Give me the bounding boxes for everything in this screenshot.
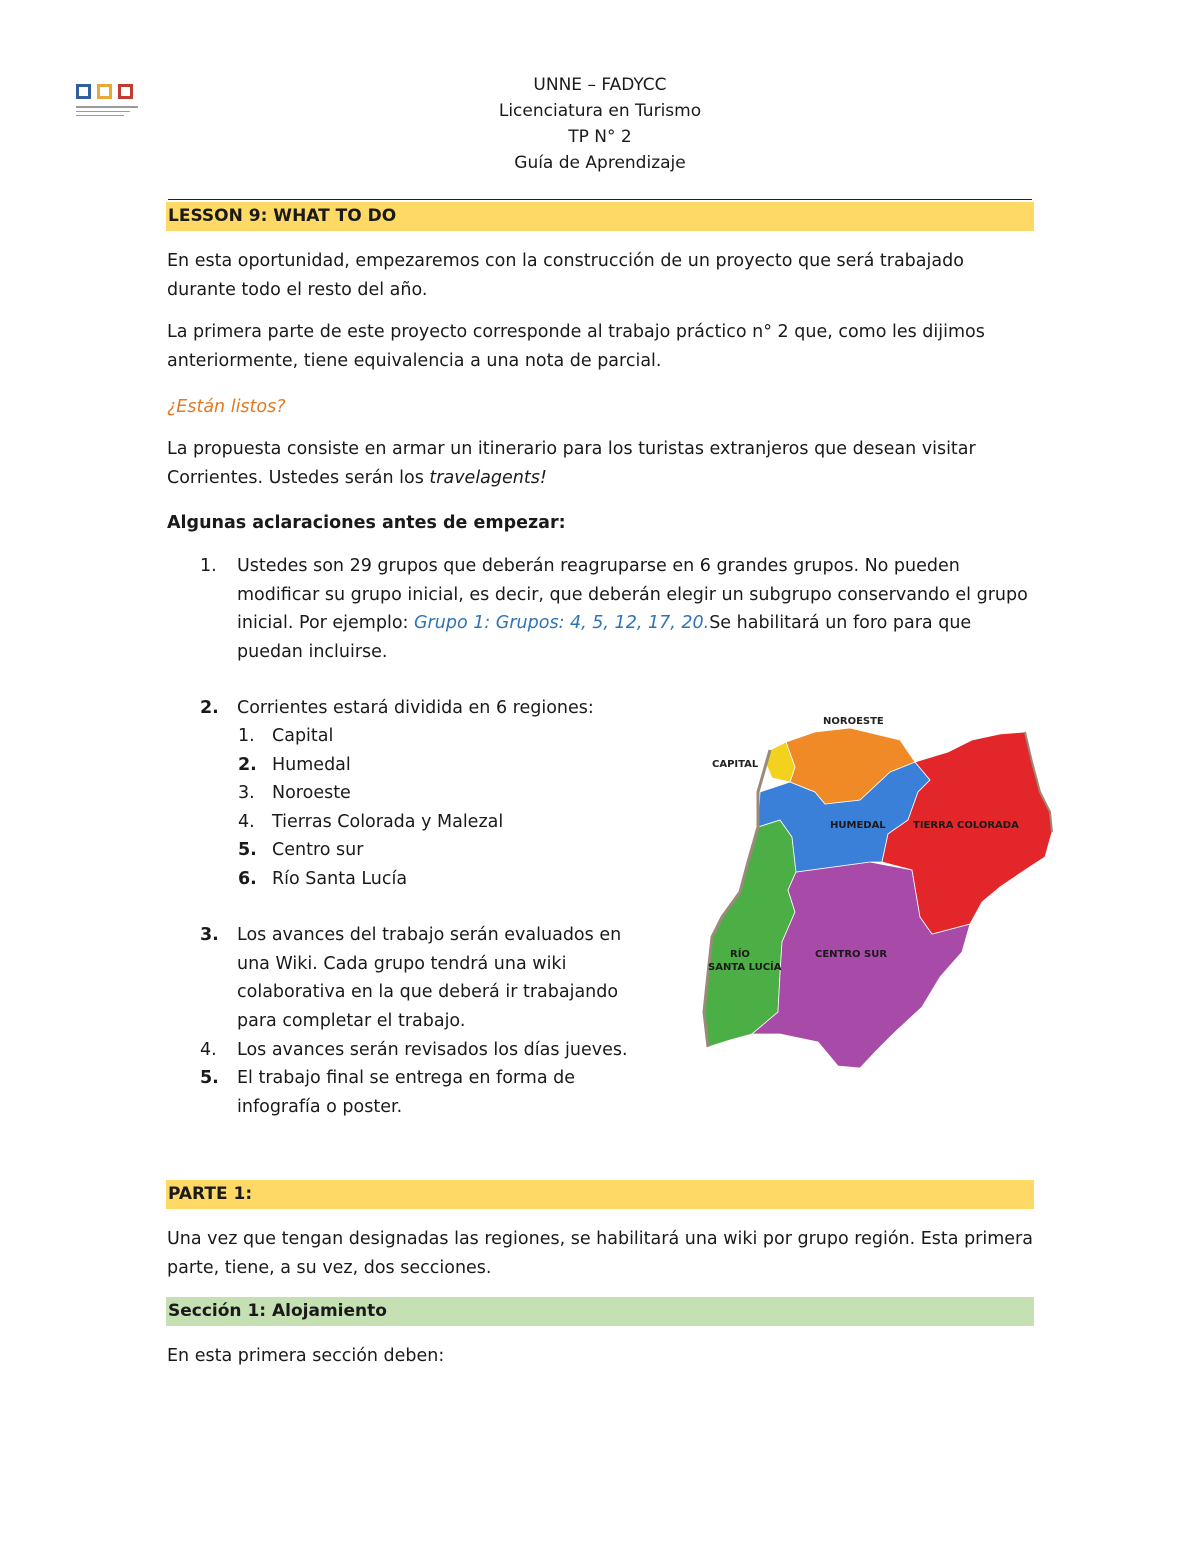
list-item-3: Los avances del trabajo serán evaluados en una Wiki. Cada grupo tendrá una wiki colaborativa en la que deberá ir trabajando para completar el trabajo. [237, 925, 622, 1031]
region-item-number: 6. [238, 868, 257, 889]
region-item-number: 2. [238, 754, 257, 775]
section-1-heading: Sección 1: Alojamiento [166, 1297, 1034, 1326]
region-item: Centro sur [272, 840, 364, 860]
list-item-3-number: 3. [200, 925, 219, 945]
list-item-5-number: 5. [200, 1068, 219, 1088]
parte-1-paragraph: Una vez que tengan designadas las regiones, se habilitará una wiki por grupo región. Esta primera parte, tiene, a su vez, dos secciones. [167, 1229, 1033, 1278]
region-item: Tierras Colorada y Malezal [272, 811, 504, 832]
header-line-3: TP N° 2 [568, 127, 632, 147]
region-item-number: 4. [238, 811, 255, 832]
list-item-2: Corrientes estará dividida en 6 regiones: [237, 698, 594, 718]
list-item-1-number: 1. [200, 556, 217, 576]
corrientes-regions-map [700, 712, 1066, 1072]
region-item-number: 1. [238, 726, 255, 746]
list-item-4: Los avances serán revisados los días jueves. [237, 1040, 628, 1060]
list-item-4-number: 4. [200, 1040, 217, 1060]
map-label-tierra-colorada: TIERRA COLORADA [913, 820, 1019, 831]
question-ready: ¿Están listos? [167, 397, 286, 417]
header-line-4: Guía de Aprendizaje [514, 153, 686, 173]
lesson-heading: LESSON 9: WHAT TO DO [166, 202, 1034, 231]
clarifications-title: Algunas aclaraciones antes de empezar: [167, 513, 566, 533]
list-item-2-number: 2. [200, 698, 219, 718]
proposal-paragraph: La propuesta consiste en armar un itinerario para los turistas extranjeros que desean visitar Corrientes. Ustedes serán los travelagents! [167, 439, 976, 488]
section-1-intro: En esta primera sección deben: [167, 1346, 445, 1366]
map-label-rio: RÍO [730, 949, 750, 960]
region-item: Humedal [272, 754, 351, 775]
header-divider [168, 199, 1032, 200]
document-header [0, 72, 1200, 176]
region-item: Capital [272, 726, 334, 746]
list-item-1: Ustedes son 29 grupos que deberán reagruparse en 6 grandes grupos. No pueden modificar su grupo inicial, es decir, que deberán elegir un subgrupo conservando el grupo inicial. Por ejemplo: Grupo 1: Grupos: 4, 5, 12, 17, 20.Se habilitará un foro para que puedan incluirse. [237, 556, 1028, 662]
map-label-humedal: HUMEDAL [830, 820, 886, 831]
map-label-santa-lucia: SANTA LUCÍA [708, 962, 782, 973]
intro-paragraph-1: En esta oportunidad, empezaremos con la construcción de un proyecto que será trabajado durante todo el resto del año. [167, 251, 964, 300]
map-label-capital: CAPITAL [712, 759, 759, 770]
region-item: Noroeste [272, 783, 351, 803]
region-item-number: 5. [238, 840, 257, 860]
header-line-2: Licenciatura en Turismo [498, 101, 702, 121]
parte-1-heading: PARTE 1: [166, 1180, 1034, 1209]
region-item: Río Santa Lucía [272, 868, 408, 889]
map-label-centro-sur: CENTRO SUR [815, 949, 888, 960]
map-label-noroeste: NOROESTE [823, 716, 884, 727]
list-item-5: El trabajo final se entrega en forma de infografía o poster. [237, 1068, 576, 1117]
header-line-1: UNNE – FADYCC [533, 75, 667, 95]
intro-paragraph-2: La primera parte de este proyecto corresponde al trabajo práctico n° 2 que, como les dijimos anteriormente, tiene equivalencia a una nota de parcial. [167, 322, 985, 371]
region-item-number: 3. [238, 783, 255, 803]
